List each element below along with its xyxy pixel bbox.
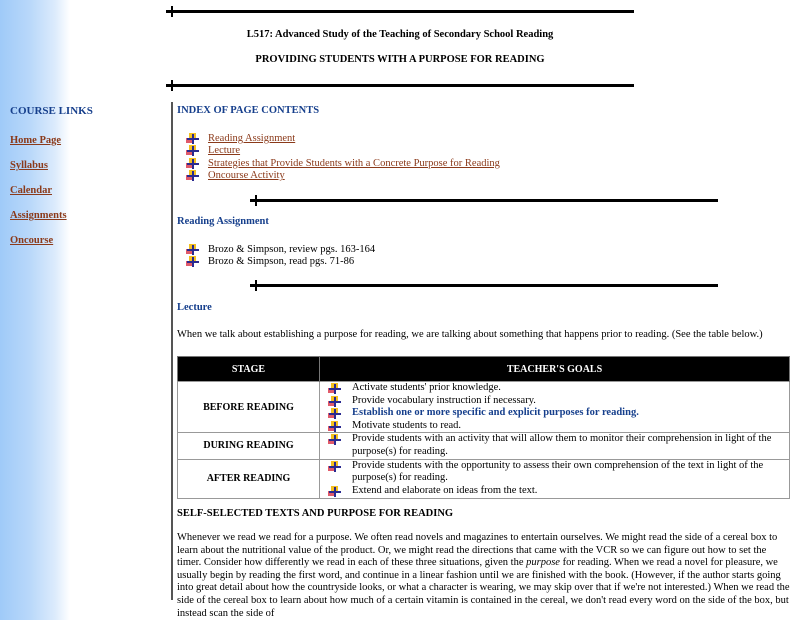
paragraph-text: Whenever we read we read for a purpose. We often read novels and magazines to entertain ourselves. We might read the side of a cereal box to learn about the nutritional value of the product. Or, we might read the directions that came with the VCR so we can figure out how to set the timer. Consider how differently we read in each of these three situations, given the	[177, 532, 778, 569]
table-row	[178, 459, 790, 498]
section-rule-tick	[255, 280, 257, 291]
goal-item: Motivate students to read.	[320, 420, 789, 433]
index-link-reading-assignment[interactable]: Reading Assignment	[208, 132, 296, 144]
goal-item: Activate students' prior knowledge.	[320, 382, 789, 395]
list-item	[186, 132, 500, 145]
self-selected-paragraph	[177, 532, 791, 619]
table-row	[178, 382, 790, 433]
sidebar-link-home-page[interactable]: Home Page	[10, 135, 62, 146]
self-selected-heading: SELF-SELECTED TEXTS AND PURPOSE FOR READING	[177, 508, 454, 519]
index-link-oncourse-activity[interactable]: Oncourse Activity	[208, 170, 285, 182]
bullet-icon	[328, 408, 342, 419]
bullet-icon	[186, 256, 200, 267]
paragraph-emphasis: purpose	[526, 557, 560, 569]
goal-item: Provide vocabulary instruction if necessary.	[320, 395, 789, 408]
section-rule-tick	[255, 195, 257, 206]
page-title: PROVIDING STUDENTS WITH A PURPOSE FOR READING	[255, 54, 545, 65]
index-link-lecture[interactable]: Lecture	[208, 145, 241, 157]
sidebar-link-calendar[interactable]: Calendar	[10, 185, 52, 196]
stage-cell: BEFORE READING	[178, 382, 320, 433]
header-rule	[166, 84, 634, 87]
bullet-icon	[186, 244, 200, 255]
top-rule-tick	[171, 6, 173, 17]
bullet-icon	[328, 434, 342, 445]
lecture-heading: Lecture	[177, 302, 212, 313]
assignment-item: Brozo & Simpson, read pgs. 71-86	[208, 256, 355, 268]
bullet-icon	[328, 486, 342, 497]
table-header-row	[178, 357, 790, 382]
goal-item: Provide students with the opportunity to assess their own comprehension of the text in light of the purpose(s) for reading.	[320, 460, 789, 485]
reading-assignment-heading: Reading Assignment	[177, 216, 269, 227]
paragraph-text: for reading. When we read a novel for pleasure, we usually begin by reading the first word, and continue in a linear fashion until we are finished with the book. (However, if the author starts going into great detail about how the countryside looks, or what a character is wearing, we may skip over that if we're not interested.) When we read the side of the cereal box to learn about how much of a certain vitamin is contained in the cereal, we don't read every word on the side of the box, but instead scan the side of	[177, 557, 790, 619]
bullet-icon	[328, 421, 342, 432]
list-item	[186, 256, 375, 269]
table-row	[178, 433, 790, 459]
content-divider	[171, 102, 173, 600]
index-list	[186, 132, 500, 182]
reading-assignment-list	[186, 243, 375, 268]
section-rule	[250, 199, 718, 202]
goal-item-emphasized: Establish one or more specific and explicit purposes for reading.	[320, 407, 789, 420]
list-item	[186, 157, 500, 170]
list-item	[186, 243, 375, 256]
sidebar-link-syllabus[interactable]: Syllabus	[10, 160, 48, 171]
bullet-icon	[186, 133, 200, 144]
course-title: L517: Advanced Study of the Teaching of Secondary School Reading	[246, 29, 554, 40]
bullet-icon	[186, 158, 200, 169]
lecture-intro: When we talk about establishing a purpose for reading, we are talking about something that happens prior to reading. (See the table below.)	[177, 329, 763, 340]
sidebar-link-oncourse[interactable]: Oncourse	[10, 235, 54, 246]
goals-cell	[320, 382, 790, 433]
list-item	[186, 145, 500, 158]
teachers-goals-table	[177, 356, 790, 499]
goal-item: Provide students with an activity that will allow them to monitor their comprehension in light of the purpose(s) for reading.	[320, 433, 789, 458]
course-links-heading: COURSE LINKS	[10, 105, 93, 117]
bullet-icon	[186, 170, 200, 181]
bullet-icon	[328, 396, 342, 407]
column-header-goals: TEACHER'S GOALS	[320, 357, 790, 382]
goals-cell	[320, 433, 790, 459]
goals-cell	[320, 459, 790, 498]
column-header-stage: STAGE	[178, 357, 320, 382]
goal-item: Extend and elaborate on ideas from the text.	[320, 485, 789, 498]
section-rule	[250, 284, 718, 287]
assignment-item: Brozo & Simpson, review pgs. 163-164	[208, 243, 376, 255]
bullet-icon	[328, 461, 342, 472]
index-heading: INDEX OF PAGE CONTENTS	[177, 105, 320, 116]
list-item	[186, 170, 500, 183]
header-rule-tick	[171, 80, 173, 91]
stage-cell: AFTER READING	[178, 459, 320, 498]
top-rule	[166, 10, 634, 13]
sidebar-link-assignments[interactable]: Assignments	[10, 210, 67, 221]
bullet-icon	[186, 145, 200, 156]
course-links-sidebar	[10, 105, 93, 260]
bullet-icon	[328, 383, 342, 394]
index-link-strategies[interactable]: Strategies that Provide Students with a Concrete Purpose for Reading	[208, 157, 500, 169]
stage-cell: DURING READING	[178, 433, 320, 459]
